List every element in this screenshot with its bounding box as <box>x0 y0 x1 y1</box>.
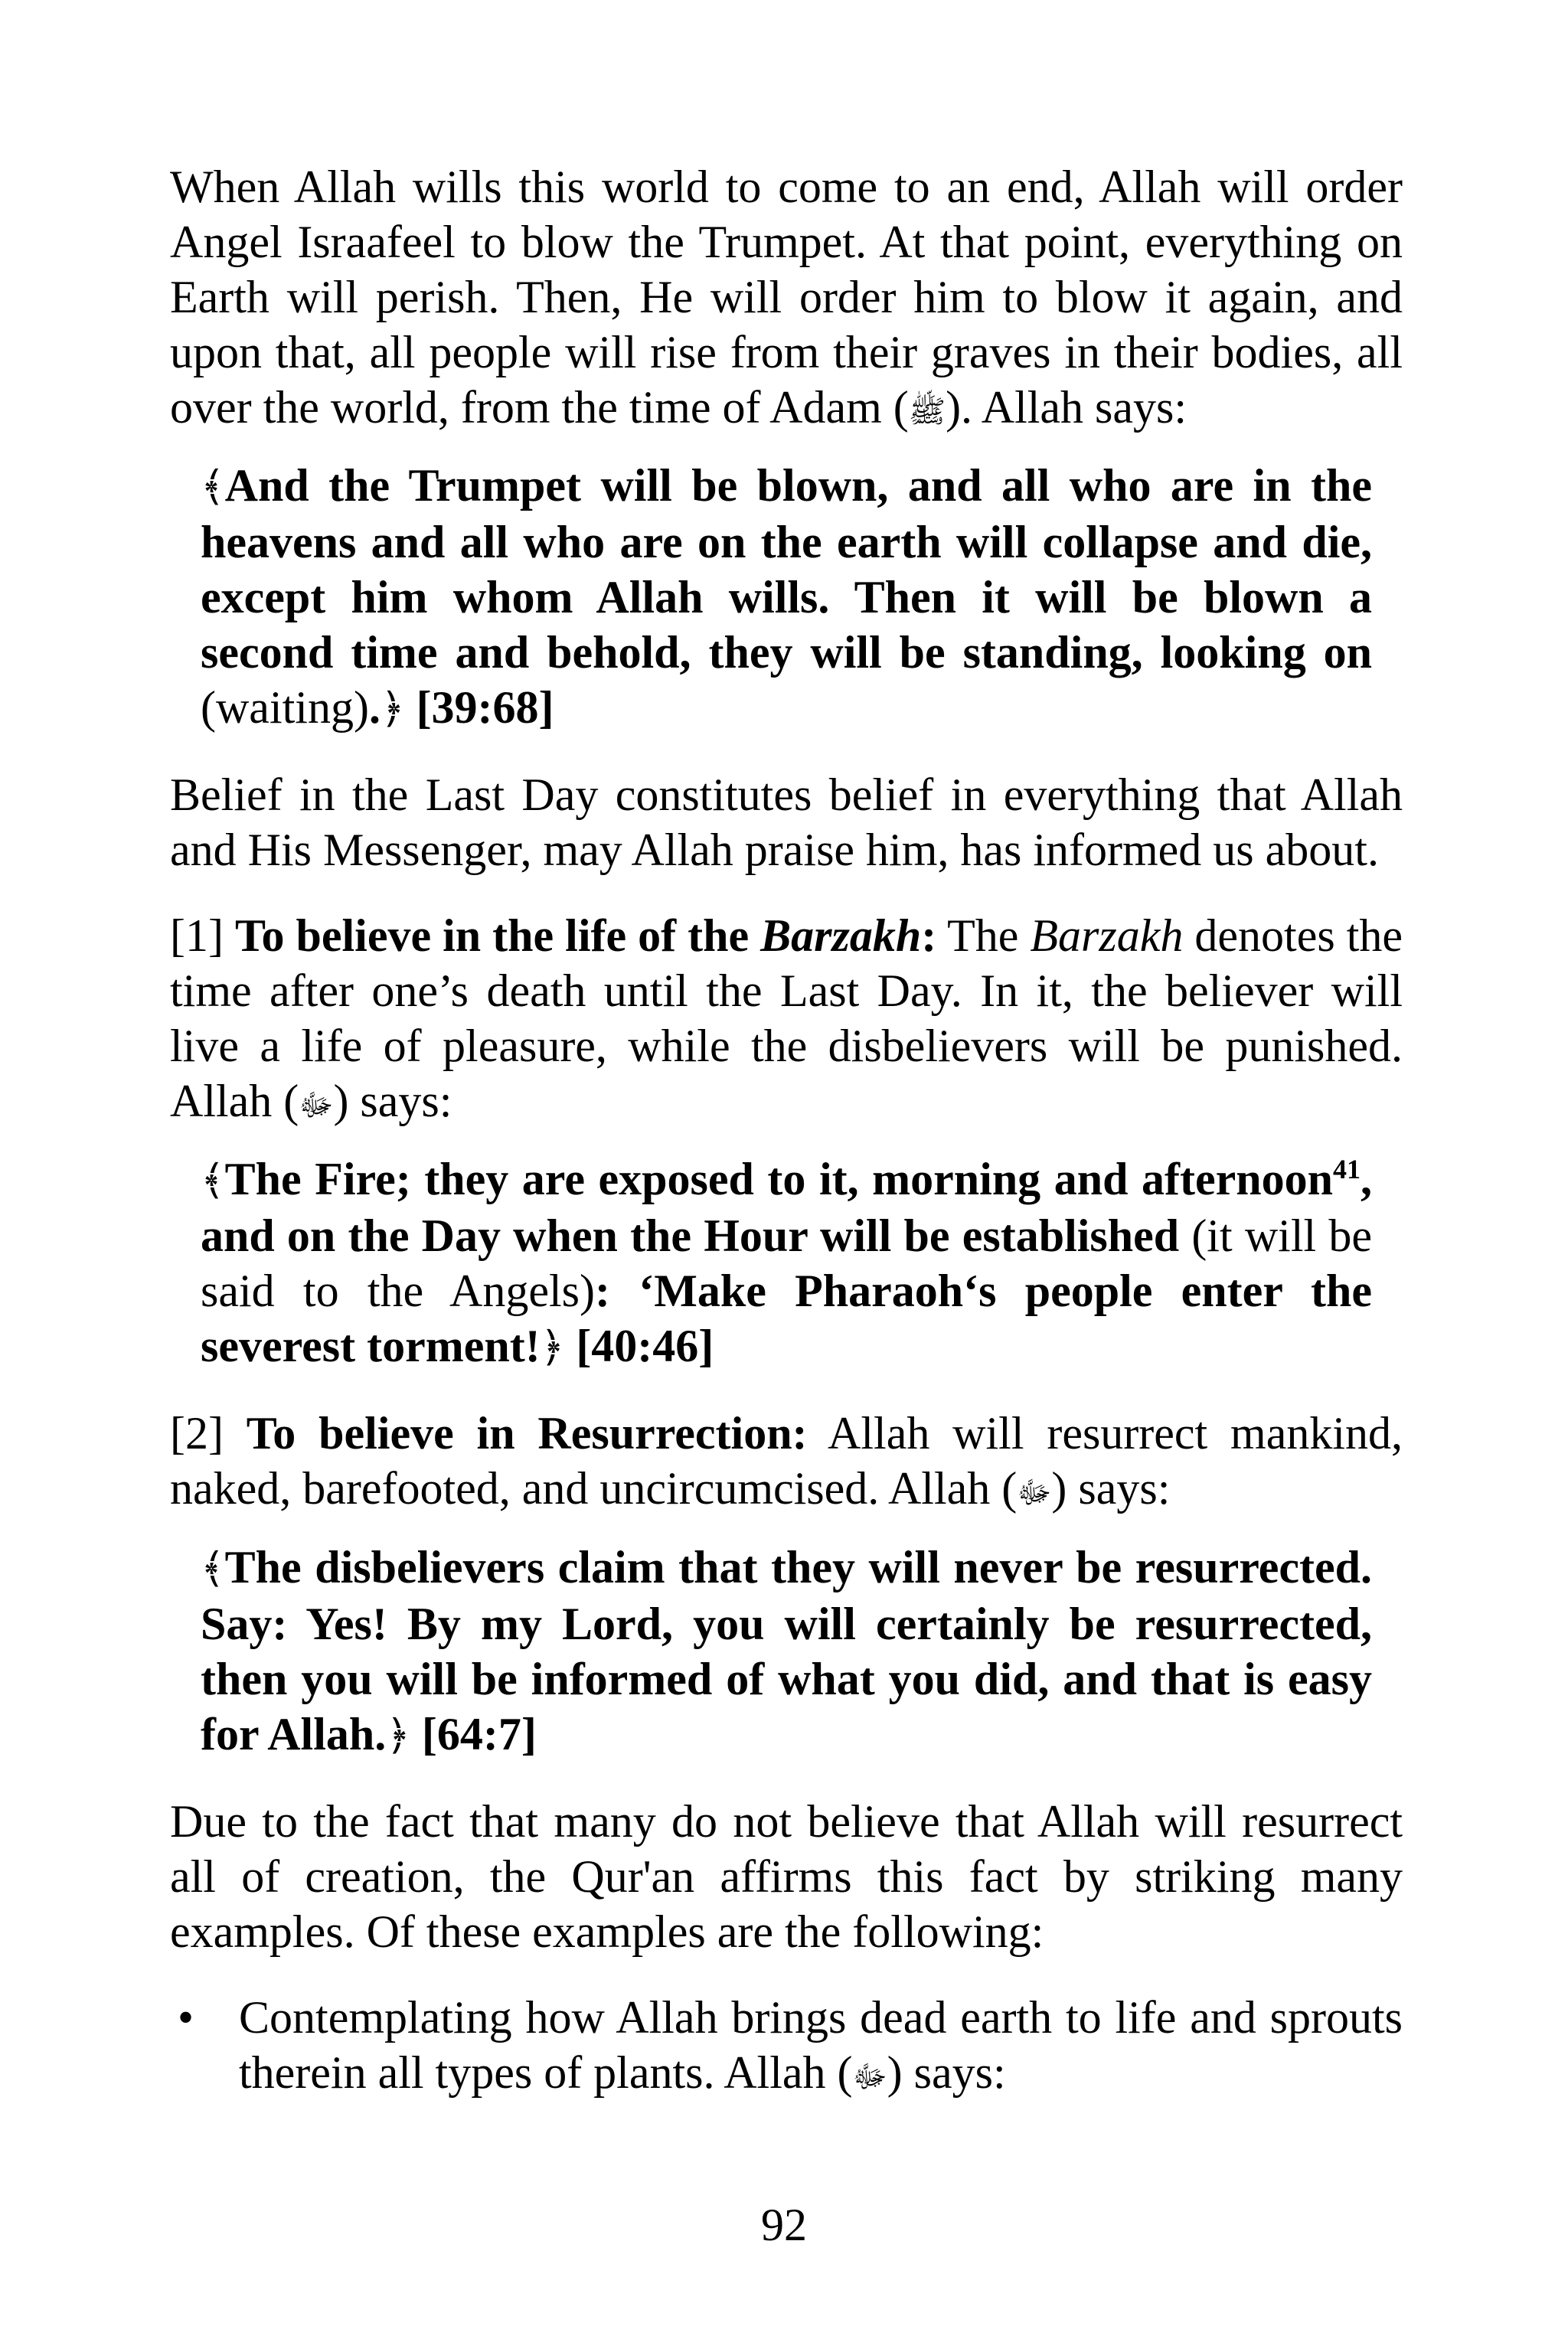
list-item-text-b: ) says: <box>887 2047 1006 2098</box>
quote-text: : ‘Make Pharaoh‘s people enter the severest torment! <box>201 1266 1372 1372</box>
paragraph-intro-text: When Allah wills this world to come to an end, Allah will order Angel Israafeel to blow the Trumpet. At that point, everything on Earth will perish. Then, He will order him to blow it again, and upon that, all people will rise from their graves in their bodies, all over the world, from the time of Adam ( <box>170 162 1403 433</box>
quran-quote-39-68 <box>201 458 1372 737</box>
paragraph-intro-end: ). Allah says: <box>946 382 1187 433</box>
paragraph-examples <box>170 1794 1403 1959</box>
honorific-glyph: ﷻ <box>299 1088 334 1123</box>
section-text-end: ) says: <box>333 1076 452 1127</box>
page-body <box>170 159 1403 2105</box>
quote-text: The Fire; they are exposed to it, morning and afternoon <box>224 1154 1333 1205</box>
quote-close-bracket: ﴿ <box>540 1325 565 1371</box>
quote-close-bracket: ﴿ <box>386 1712 410 1759</box>
quote-text: And the Trumpet will be blown, and all who are in the heavens and all who are on the earth will collapse and die, except him whom Allah wills. Then it will be blown a second time and behold, they will be standing, looking on <box>201 460 1372 678</box>
footnote-marker: 41 <box>1333 1154 1361 1185</box>
paragraph-intro <box>170 159 1403 439</box>
quote-text: The disbelievers claim that they will never be resurrected. Say: Yes! By my Lord, you will certainly be resurrected, then you will be informed of what you did, and that is easy for Allah. <box>201 1541 1372 1759</box>
quote-reference: [40:46] <box>564 1321 714 1372</box>
paragraph-belief <box>170 767 1403 877</box>
quote-reference: [39:68] <box>404 682 554 733</box>
paragraph-belief-text: Belief in the Last Day constitutes belief in everything that Allah and His Messenger, may Allah praise him, has informed us about. <box>170 769 1403 876</box>
section-heading-colon: : <box>921 910 937 962</box>
paragraph-examples-text: Due to the fact that many do not believe that Allah will resurrect all of creation, the Qur'an affirms this fact by striking many examples. Of these examples are the following: <box>170 1795 1403 1957</box>
section-heading: To believe in the life of the <box>234 910 761 962</box>
bullet-icon: • <box>178 1991 194 2043</box>
quote-close-bracket: ﴿ <box>380 686 405 733</box>
section-number: [1] <box>170 910 235 962</box>
page-number: 92 <box>761 2200 807 2250</box>
quote-open-bracket: ﴾ <box>201 464 225 511</box>
section-number: [2] <box>170 1408 247 1459</box>
list-item-text <box>239 1990 1403 2105</box>
quote-plain-text: (waiting) <box>201 682 369 733</box>
quote-tail: . <box>368 682 381 733</box>
quran-quote-64-7 <box>201 1540 1372 1763</box>
section-term: Barzakh <box>1030 910 1184 962</box>
quote-reference: [64:7] <box>410 1708 537 1759</box>
honorific-glyph: ﷻ <box>852 2059 887 2094</box>
section-heading-term: Barzakh <box>760 910 922 962</box>
section-text: denotes the time after one’s death until the Last Day. In it, the believer will live a life of pleasure, while the disbelievers will be punished. Allah ( <box>170 910 1403 1127</box>
section-text: The <box>936 910 1031 962</box>
quote-open-bracket: ﴾ <box>201 1158 225 1204</box>
quote-open-bracket: ﴾ <box>201 1545 225 1592</box>
quran-quote-40-46 <box>201 1152 1372 1375</box>
section-text: Allah will resurrect mankind, naked, barefooted, and uncircumcised. Allah ( <box>170 1408 1403 1514</box>
section-resurrection <box>170 1406 1403 1521</box>
section-barzakh <box>170 908 1403 1133</box>
quote-plain-text: (it will be said to the Angels) <box>201 1210 1372 1317</box>
list-item-text-a: Contemplating how Allah brings dead earth to life and sprouts therein all types of plants. Allah ( <box>239 1991 1403 2098</box>
quote-text: , and on the Day when the Hour will be established <box>201 1154 1372 1262</box>
honorific-glyph: ﷻ <box>1017 1475 1052 1511</box>
list-item <box>170 1990 1403 2105</box>
honorific-glyph: ﷺ <box>908 394 946 430</box>
section-text-end: ) says: <box>1051 1463 1171 1514</box>
section-heading: To believe in Resurrection: <box>246 1408 808 1459</box>
